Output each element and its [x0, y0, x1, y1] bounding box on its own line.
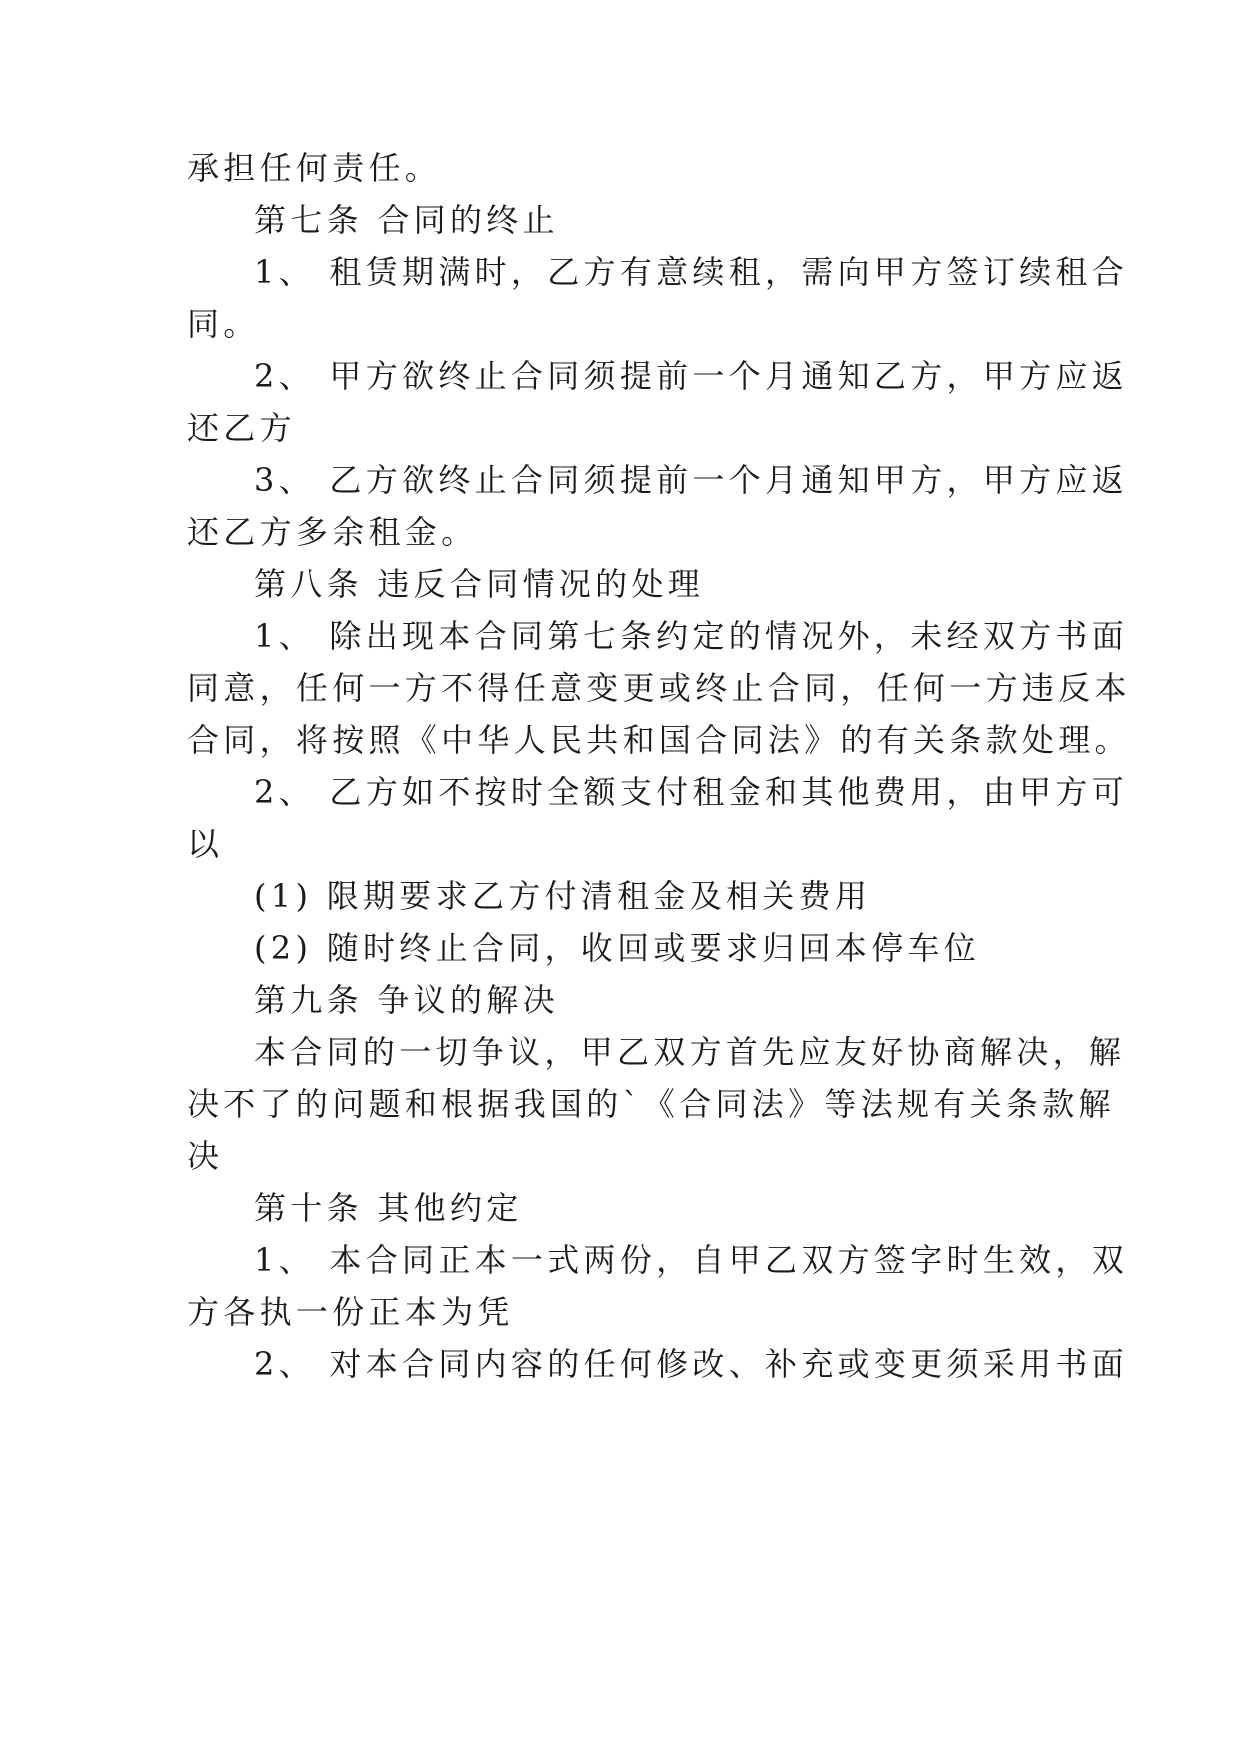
text-line: 方各执一份正本为凭: [187, 1293, 514, 1331]
text-line: 还乙方多余租金。: [187, 513, 478, 551]
text-line: 1、 租赁期满时，乙方有意续租，需向甲方签订续租合: [254, 253, 1129, 291]
text-line: 2、 甲方欲终止合同须提前一个月通知乙方，甲方应返: [254, 357, 1129, 395]
section-heading-10: 第十条 其他约定: [254, 1189, 523, 1227]
text-line: 以: [187, 825, 224, 863]
list-item: (2) 随时终止合同，收回或要求归回本停车位: [254, 929, 981, 967]
text-line: 决: [187, 1137, 224, 1175]
text-line: 承担任何责任。: [187, 149, 442, 187]
text-line: 还乙方: [187, 409, 296, 447]
section-heading-9: 第九条 争议的解决: [254, 981, 559, 1019]
section-heading-8: 第八条 违反合同情况的处理: [254, 565, 705, 603]
text-line: 合同，将按照《中华人民共和国合同法》的有关条款处理。: [187, 721, 1131, 759]
text-line: 同。: [187, 305, 260, 343]
text-line: 同意，任何一方不得任意变更或终止合同，任何一方违反本: [187, 669, 1131, 707]
text-line: 本合同的一切争议，甲乙双方首先应友好协商解决，解: [254, 1033, 1126, 1071]
text-line: 2、 乙方如不按时全额支付租金和其他费用，由甲方可: [254, 773, 1129, 811]
section-heading-7: 第七条 合同的终止: [254, 201, 559, 239]
text-line: 1、 本合同正本一式两份，自甲乙双方签字时生效，双: [254, 1241, 1129, 1279]
text-line: 1、 除出现本合同第七条约定的情况外，未经双方书面: [254, 617, 1129, 655]
text-line: 决不了的问题和根据我国的`《合同法》等法规有关条款解: [187, 1085, 1115, 1123]
text-line: 2、 对本合同内容的任何修改、补充或变更须采用书面: [254, 1345, 1129, 1383]
list-item: (1) 限期要求乙方付清租金及相关费用: [254, 877, 872, 915]
text-line: 3、 乙方欲终止合同须提前一个月通知甲方，甲方应返: [254, 461, 1129, 499]
